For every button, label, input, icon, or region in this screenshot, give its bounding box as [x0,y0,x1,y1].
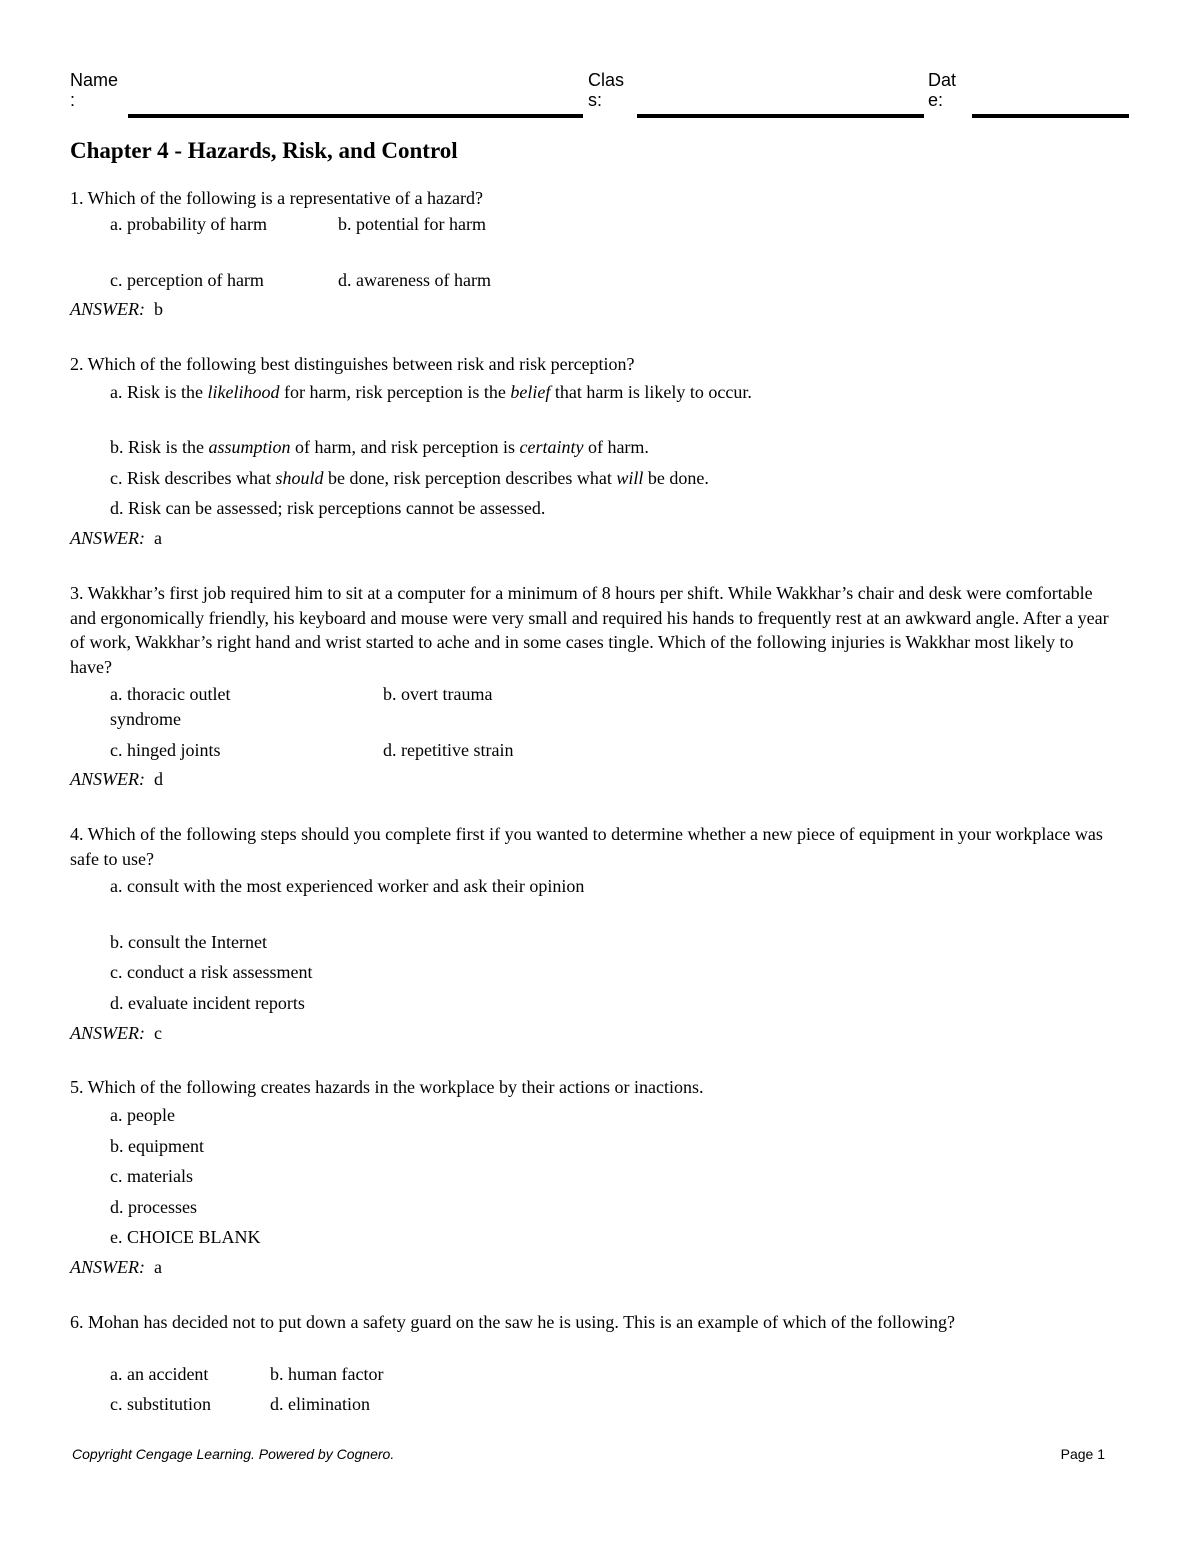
question-3-option-b: b. overt trauma [383,684,493,704]
question-6-stem: 6. Mohan has decided not to put down a safety guard on the saw he is using. This is an example of which of the following? [70,1312,955,1332]
question-3-answer: ANSWER: d [70,769,163,789]
question-1-option-c: c. perception of harm [110,270,264,290]
question-6-option-b: b. human factor [270,1364,384,1384]
date-label: Dat e: [928,70,957,110]
question-3-option-c: c. hinged joints [110,740,221,760]
class-field-line[interactable] [637,114,924,118]
footer-copyright: Copyright Cengage Learning. Powered by Cognero. [72,1446,395,1462]
question-2-option-c: c. Risk describes what should be done, risk perception describes what will be done. [110,468,709,488]
question-4-stem: 4. Which of the following steps should you complete first if you wanted to determine whether a new piece of equipment in your workplace was safe to use? [70,824,1103,869]
question-4-option-d: d. evaluate incident reports [110,993,305,1013]
question-3-stem: 3. Wakkhar’s first job required him to sit at a computer for a minimum of 8 hours per shift. While Wakkhar’s chair and desk were comfortable and ergonomically friendly, his keyboard and mouse were very small and required his hands to frequently rest at an awkward angle. After a year of work, Wakkhar’s right hand and wrist started to ache and in some cases tingle. Which of the following injuries is Wakkhar most likely to have? [70,583,1109,677]
question-3-option-d: d. repetitive strain [383,740,514,760]
question-3-option-a: a. thoracic outlet syndrome [110,684,231,729]
question-2-stem: 2. Which of the following best distinguishes between risk and risk perception? [70,354,635,374]
question-5-option-d: d. processes [110,1197,197,1217]
question-1-option-d: d. awareness of harm [338,270,491,290]
question-2-option-a: a. Risk is the likelihood for harm, risk perception is the belief that harm is likely to occur. [110,382,752,402]
question-2-option-d: d. Risk can be assessed; risk perceptions cannot be assessed. [110,498,546,518]
question-2-answer: ANSWER: a [70,528,162,548]
question-5-stem: 5. Which of the following creates hazards in the workplace by their actions or inactions. [70,1077,704,1097]
question-4-option-c: c. conduct a risk assessment [110,962,313,982]
question-5-answer: ANSWER: a [70,1257,162,1277]
question-6-option-d: d. elimination [270,1394,370,1414]
date-field-line[interactable] [972,114,1129,118]
question-5-option-c: c. materials [110,1166,193,1186]
question-1-option-b: b. potential for harm [338,214,486,234]
question-5-option-e: e. CHOICE BLANK [110,1227,261,1247]
question-6-option-a: a. an accident [110,1364,209,1384]
question-1-answer: ANSWER: b [70,299,163,319]
name-label: Name : [70,70,119,110]
question-6-option-c: c. substitution [110,1394,212,1414]
page-number: Page 1 [1060,1446,1105,1462]
question-5-option-a: a. people [110,1105,175,1125]
question-5-option-b: b. equipment [110,1136,204,1156]
question-2-option-b: b. Risk is the assumption of harm, and risk perception is certainty of harm. [110,437,649,457]
name-field-line[interactable] [128,114,583,118]
question-4-answer: ANSWER: c [70,1023,162,1043]
question-4-option-a: a. consult with the most experienced worker and ask their opinion [110,876,585,896]
question-1-stem: 1. Which of the following is a representative of a hazard? [70,188,484,208]
page-title: Chapter 4 - Hazards, Risk, and Control [70,138,458,163]
question-4-option-b: b. consult the Internet [110,932,267,952]
class-label: Clas s: [588,70,625,110]
question-1-option-a: a. probability of harm [110,214,267,234]
